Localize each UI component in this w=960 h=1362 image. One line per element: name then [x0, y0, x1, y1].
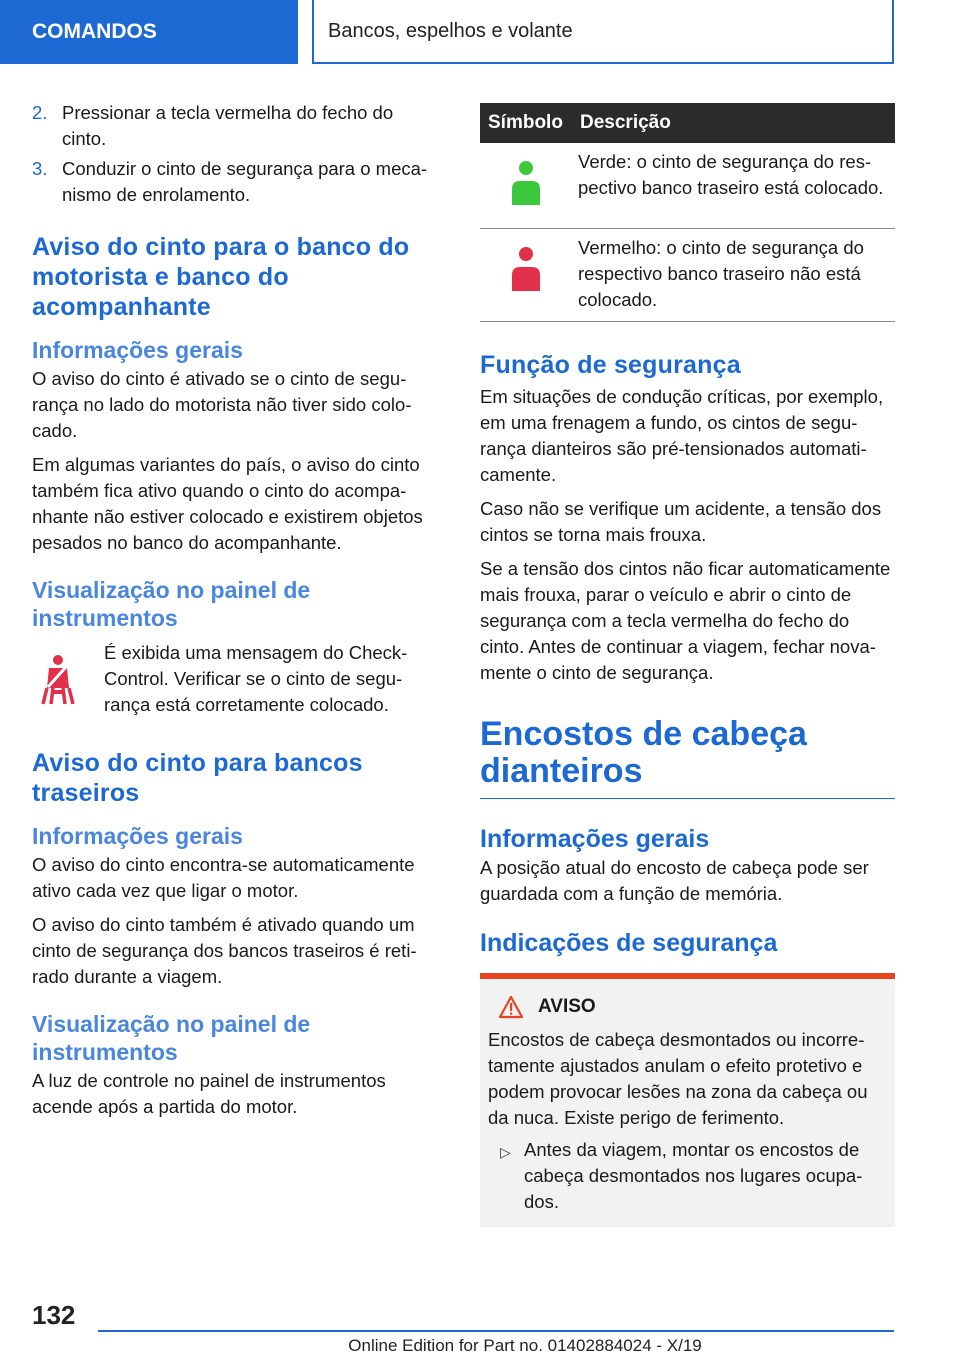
subheading: Informações gerais — [32, 823, 243, 849]
table-cell-description: Vermelho: o cinto de segurança do respectivo banco traseiro não está colocado. — [572, 229, 895, 322]
step-text: Pressionar a tecla vermelha do fecho do cinto. — [62, 102, 394, 149]
warning-triangle-icon — [498, 995, 524, 1019]
warning-box — [480, 973, 895, 1227]
table-cell-description: Verde: o cinto de segurança do respectivo banco traseiro está colocado. — [572, 143, 895, 229]
warning-label: AVISO — [538, 996, 596, 1017]
footer-edition: Online Edition for Part no. 01402884024 - X/19 — [348, 1336, 702, 1355]
paragraph: O aviso do cinto encontra-se automaticamente ativo cada vez que ligar o motor. — [32, 854, 415, 901]
page-number: 132 — [32, 1300, 76, 1330]
bullet-triangle-icon: ▷ — [500, 1144, 511, 1160]
section-heading: Aviso do cinto para o banco do motorista e banco do acompanhante — [32, 233, 410, 321]
chapter-heading: Encostos de cabeça dianteiros — [480, 716, 895, 799]
indicator-row — [32, 640, 436, 718]
table-header-symbol: Símbolo — [480, 103, 572, 143]
red-seat-occupant-icon — [506, 245, 546, 299]
paragraph: O aviso do cinto também é ativado quando um cinto de segurança dos bancos traseiros é retirado durante a viagem. — [32, 914, 417, 987]
table-row — [480, 229, 895, 322]
paragraph: A luz de controle no painel de instrumentos acende após a partida do motor. — [32, 1070, 386, 1117]
step-number: 2. — [32, 102, 48, 123]
paragraph: Em situações de condução críticas, por exemplo, em uma frenagem a fundo, os cintos de segurança dianteiros são pré-tensionados automaticamente. — [480, 386, 884, 485]
seatbelt-warning-icon — [32, 640, 84, 718]
right-column — [480, 103, 895, 1227]
indicator-description: É exibida uma mensagem do Check-Control. Verificar se o cinto de segurança está corretamente colocado. — [104, 642, 408, 715]
green-seat-occupant-icon — [506, 159, 546, 213]
footer-divider — [98, 1330, 894, 1332]
subheading: Indicações de segurança — [480, 929, 778, 957]
section-heading: Aviso do cinto para bancos traseiros — [32, 749, 363, 807]
chapter-header — [312, 0, 894, 64]
table-cell-symbol — [480, 143, 572, 229]
subheading: Informações gerais — [480, 825, 710, 853]
step-text: Conduzir o cinto de segurança para o mecanismo de enrolamento. — [62, 158, 428, 205]
paragraph: Caso não se verifique um acidente, a tensão dos cintos se torna mais frouxa. — [480, 498, 882, 545]
section-tab — [0, 0, 298, 64]
paragraph: O aviso do cinto é ativado se o cinto de segurança no lado do motorista não tiver sido colocado. — [32, 368, 412, 441]
step-item — [32, 100, 436, 152]
subheading: Visualização no painel de instrumentos — [32, 577, 311, 631]
paragraph: A posição atual do encosto de cabeça pode ser guardada com a função de memória. — [480, 857, 869, 904]
step-item — [32, 156, 436, 208]
table-cell-symbol — [480, 229, 572, 322]
paragraph: Se a tensão dos cintos não ficar automaticamente mais frouxa, parar o veículo e abrir o cinto de segurança com a tecla vermelha do fecho do cinto. Antes de continuar a viagem, fechar novamente o cinto de segurança. — [480, 558, 891, 683]
subheading: Informações gerais — [32, 337, 243, 363]
warning-bullet-text: Antes da viagem, montar os encostos de cabeça desmontados nos lugares ocupados. — [524, 1139, 863, 1212]
table-header-description: Descrição — [572, 103, 895, 143]
chapter-title: Bancos, espelhos e volante — [328, 19, 573, 42]
left-column — [32, 100, 436, 1128]
warning-header — [488, 995, 887, 1019]
subheading: Visualização no painel de instrumentos — [32, 1011, 311, 1065]
section-heading: Função de segurança — [480, 351, 741, 379]
table-row — [480, 143, 895, 229]
warning-text: Encostos de cabeça desmontados ou incorretamente ajustados anulam o efeito protetivo e podem provocar lesões na zona da cabeça ou da nuca. Existe perigo de ferimento. — [488, 1029, 868, 1128]
warning-bullet — [488, 1137, 887, 1215]
paragraph: Em algumas variantes do país, o aviso do cinto também fica ativo quando o cinto do acompanhante não estiver colocado e existirem objetos pesados no banco do acompanhante. — [32, 454, 423, 553]
symbol-table — [480, 103, 895, 322]
step-number: 3. — [32, 158, 48, 179]
section-title: COMANDOS — [32, 20, 157, 43]
